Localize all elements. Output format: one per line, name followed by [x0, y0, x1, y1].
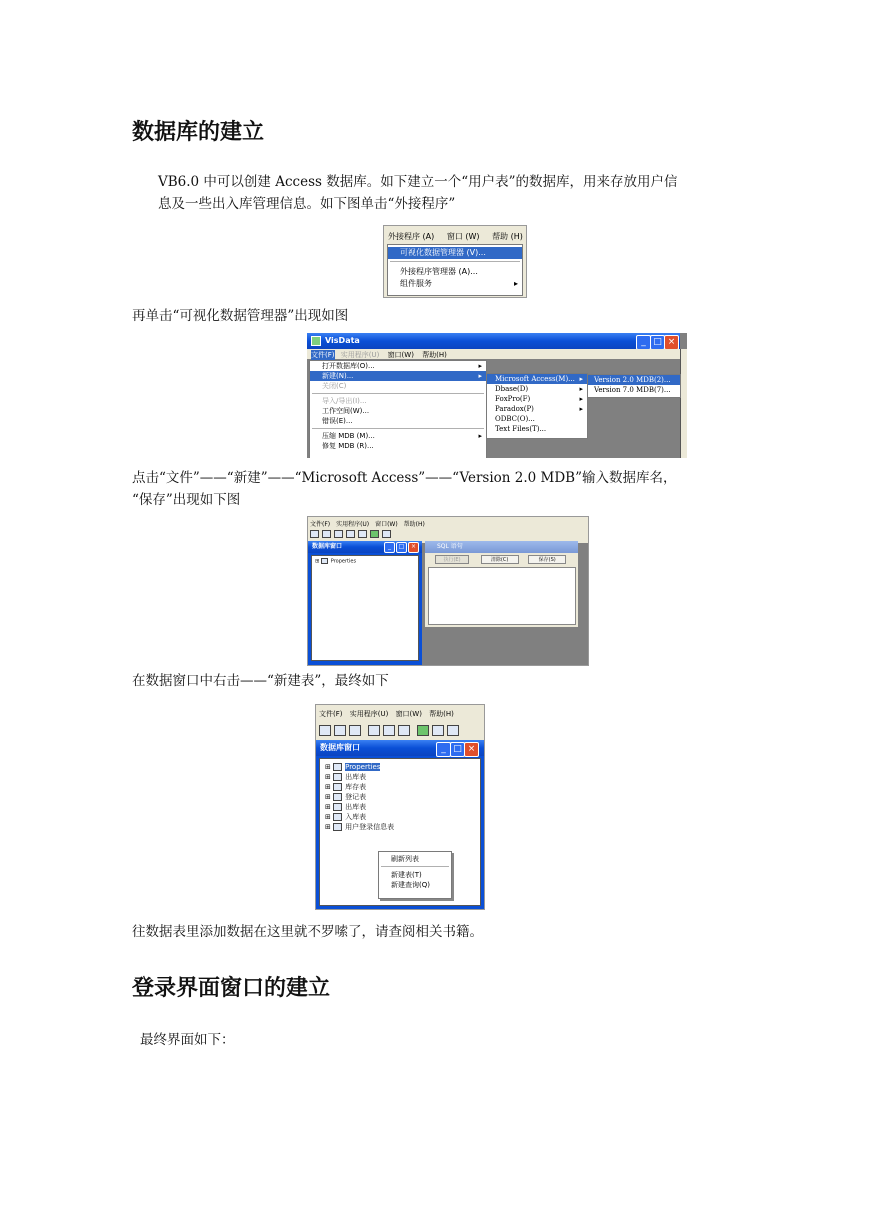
figure-db-window	[307, 516, 589, 666]
menu-file[interactable]: 文件(F)	[311, 351, 335, 359]
tree-item-table[interactable]: ⊞ 出库表	[325, 773, 367, 781]
tree-item-table[interactable]: ⊞ 库存表	[325, 783, 367, 791]
menu-item-repair[interactable]: 修复 MDB (R)...	[322, 442, 374, 450]
paragraph-line: 再单击“可视化数据管理器”出现如图	[132, 308, 349, 324]
menu-help[interactable]: 帮助(H)	[403, 521, 425, 528]
database-window	[316, 740, 484, 909]
menu-separator	[381, 866, 449, 867]
section-heading-database: 数据库的建立	[132, 120, 265, 145]
maximize-icon[interactable]: □	[650, 335, 665, 350]
paragraph-line: 在数据窗口中右击——“新建表”，最终如下	[132, 673, 389, 689]
grid-icon[interactable]	[398, 725, 410, 736]
window-title: VisData	[325, 336, 360, 345]
submenu-arrow-icon: ▸	[579, 405, 583, 413]
minimize-icon[interactable]: _	[384, 542, 395, 553]
design-icon[interactable]	[383, 725, 395, 736]
menu-item-component-services[interactable]: 组件服务 ▸	[400, 279, 518, 288]
menubar	[310, 519, 435, 528]
menu-item-text-files[interactable]: Text Files(T)...	[495, 425, 547, 433]
menu-item-foxpro[interactable]: FoxPro(F) ▸	[495, 395, 583, 403]
tree-item-properties[interactable]: ⊞ Properties	[325, 763, 381, 771]
submenu-arrow-icon: ▸	[478, 432, 482, 440]
figure-addins-menu	[383, 225, 527, 298]
version-submenu	[587, 374, 681, 398]
menu-window[interactable]: 窗口(W)	[395, 710, 422, 718]
db-window-title: 数据库窗口	[312, 543, 343, 550]
toolbar	[319, 725, 462, 736]
table-icon	[333, 823, 342, 831]
close-icon[interactable]: ×	[664, 335, 679, 350]
menu-window[interactable]: 窗口(W)	[375, 521, 398, 528]
table-icon	[333, 813, 342, 821]
paragraph-line: 往数据表里添加数据在这里就不罗嗦了，请查阅相关书籍。	[132, 924, 483, 940]
menu-window[interactable]: 窗口(W)	[387, 351, 414, 359]
menu-file[interactable]: 文件(F)	[319, 710, 343, 718]
menu-item-open-db[interactable]: 打开数据库(O)... ▸	[322, 362, 482, 370]
data-control-icon[interactable]	[346, 530, 355, 538]
tree-item-table[interactable]: ⊞ 用户登录信息表	[325, 823, 395, 831]
data-control-icon[interactable]	[368, 725, 380, 736]
context-menu	[378, 851, 452, 899]
menu-item-compact[interactable]: 压缩 MDB (M)... ▸	[322, 432, 482, 440]
commit-icon[interactable]	[382, 530, 391, 538]
menu-item-version-7[interactable]: Version 7.0 MDB(7)...	[594, 386, 671, 394]
figure-visdata-menus	[307, 333, 687, 458]
submenu-arrow-icon: ▸	[579, 385, 583, 393]
transaction-icon[interactable]	[370, 530, 379, 538]
sql-titlebar	[425, 541, 578, 553]
minimize-icon[interactable]: _	[636, 335, 651, 350]
execute-button[interactable]: 执行(E)	[435, 555, 469, 564]
figure-db-tables	[315, 704, 485, 910]
maximize-icon[interactable]: □	[450, 742, 465, 757]
menu-item-addin-manager[interactable]: 外接程序管理器 (A)...	[400, 267, 478, 276]
paragraph-line: 最终界面如下：	[140, 1032, 235, 1048]
table-icon	[333, 783, 342, 791]
menu-item-close[interactable]: 关闭(C)	[322, 382, 347, 390]
window-titlebar	[307, 333, 680, 349]
db-window-title: 数据库窗口	[320, 743, 360, 752]
transaction-icon[interactable]	[417, 725, 429, 736]
menu-addins[interactable]: 外接程序 (A)	[388, 232, 435, 241]
properties-icon	[321, 558, 328, 564]
paragraph-line: 点击“文件”——“新建”——“Microsoft Access”——“Version 2.0 MDB”输入数据库名，	[132, 470, 677, 486]
rollback-icon[interactable]	[447, 725, 459, 736]
menu-item-dbase[interactable]: Dbase(D) ▸	[495, 385, 583, 393]
menu-item-odbc[interactable]: ODBC(O)...	[495, 415, 535, 423]
sql-window	[425, 541, 578, 627]
menu-item-refresh[interactable]: 刷新列表	[391, 855, 419, 863]
tree-item-table[interactable]: ⊞ 出库表	[325, 803, 367, 811]
paragraph-line: VB6.0 中可以创建 Access 数据库。如下建立一个“用户表”的数据库，用来存放用户信	[158, 174, 678, 190]
menu-separator	[312, 428, 484, 429]
menu-help[interactable]: 帮助(H)	[429, 710, 454, 718]
dynaset-icon[interactable]	[322, 530, 331, 538]
table-icon[interactable]	[310, 530, 319, 538]
snapshot-icon[interactable]	[349, 725, 361, 736]
menubar	[388, 231, 527, 242]
toolbar	[310, 530, 394, 538]
menu-item-new-query[interactable]: 新建查询(Q)	[391, 881, 430, 889]
close-icon[interactable]: ×	[408, 542, 419, 553]
menu-window[interactable]: 窗口 (W)	[446, 232, 480, 241]
submenu-arrow-icon: ▸	[579, 395, 583, 403]
paragraph-line: “保存”出现如下图	[132, 492, 241, 508]
menu-utility[interactable]: 实用程序(U)	[349, 710, 389, 718]
sql-input[interactable]	[428, 567, 576, 625]
menu-utility[interactable]: 实用程序(U)	[336, 521, 370, 528]
menu-separator	[390, 261, 520, 262]
menubar	[319, 709, 464, 719]
maximize-icon[interactable]: □	[396, 542, 407, 553]
addins-dropdown	[387, 244, 523, 296]
sql-button-row	[435, 555, 566, 564]
table-icon[interactable]	[319, 725, 331, 736]
close-icon[interactable]: ×	[464, 742, 479, 757]
save-button[interactable]: 保存(S)	[528, 555, 566, 564]
tree-list	[320, 759, 480, 832]
menu-item-workspace[interactable]: 工作空间(W)...	[322, 407, 370, 415]
menu-item-new[interactable]: 新建(N)... ▸	[310, 371, 486, 381]
menu-file[interactable]: 文件(F)	[310, 521, 331, 528]
menu-help[interactable]: 帮助 (H)	[492, 232, 523, 241]
dynaset-icon[interactable]	[334, 725, 346, 736]
minimize-icon[interactable]: _	[436, 742, 451, 757]
clear-button[interactable]: 清除(C)	[481, 555, 519, 564]
submenu-arrow-icon: ▸	[478, 372, 482, 380]
paragraph-line: 息及一些出入库管理信息。如下图单击“外接程序”	[158, 196, 456, 212]
app-icon	[311, 336, 321, 346]
snapshot-icon[interactable]	[334, 530, 343, 538]
menu-item-visdata[interactable]: 可视化数据管理器 (V)...	[388, 247, 522, 259]
table-icon	[333, 773, 342, 781]
menu-item-import-export[interactable]: 导入/导出(I)...	[322, 397, 367, 405]
submenu-arrow-icon: ▸	[513, 279, 518, 288]
submenu-arrow-icon: ▸	[579, 375, 583, 383]
sql-title: SQL 语句	[437, 543, 463, 550]
tree-item[interactable]: ⊞ Properties	[315, 558, 357, 565]
menu-item-new-table[interactable]: 新建表(T)	[391, 871, 422, 879]
menu-separator	[312, 393, 484, 394]
section-heading-login: 登录界面窗口的建立	[132, 976, 331, 1001]
tree-item-table[interactable]: ⊞ 入库表	[325, 813, 367, 821]
menu-item-errors[interactable]: 错误(E)...	[322, 417, 353, 425]
db-tree	[311, 555, 419, 661]
new-submenu	[486, 373, 588, 439]
table-icon	[333, 793, 342, 801]
right-edge-panel	[680, 349, 687, 458]
properties-icon	[333, 763, 342, 771]
db-tree	[319, 758, 481, 906]
menu-item-version-2[interactable]: Version 2.0 MDB(2)...	[588, 375, 680, 385]
menu-item-paradox[interactable]: Paradox(P) ▸	[495, 405, 583, 413]
database-window	[308, 541, 422, 665]
submenu-arrow-icon: ▸	[478, 362, 482, 370]
menu-utility[interactable]: 实用程序(U)	[340, 351, 380, 359]
grid-icon[interactable]	[358, 530, 367, 538]
file-dropdown	[309, 360, 487, 458]
menu-help[interactable]: 帮助(H)	[422, 351, 447, 359]
commit-icon[interactable]	[432, 725, 444, 736]
tree-item-table[interactable]: ⊞ 登记表	[325, 793, 367, 801]
menu-item-ms-access[interactable]: Microsoft Access(M)... ▸	[487, 374, 587, 384]
table-icon	[333, 803, 342, 811]
menubar	[311, 350, 457, 360]
